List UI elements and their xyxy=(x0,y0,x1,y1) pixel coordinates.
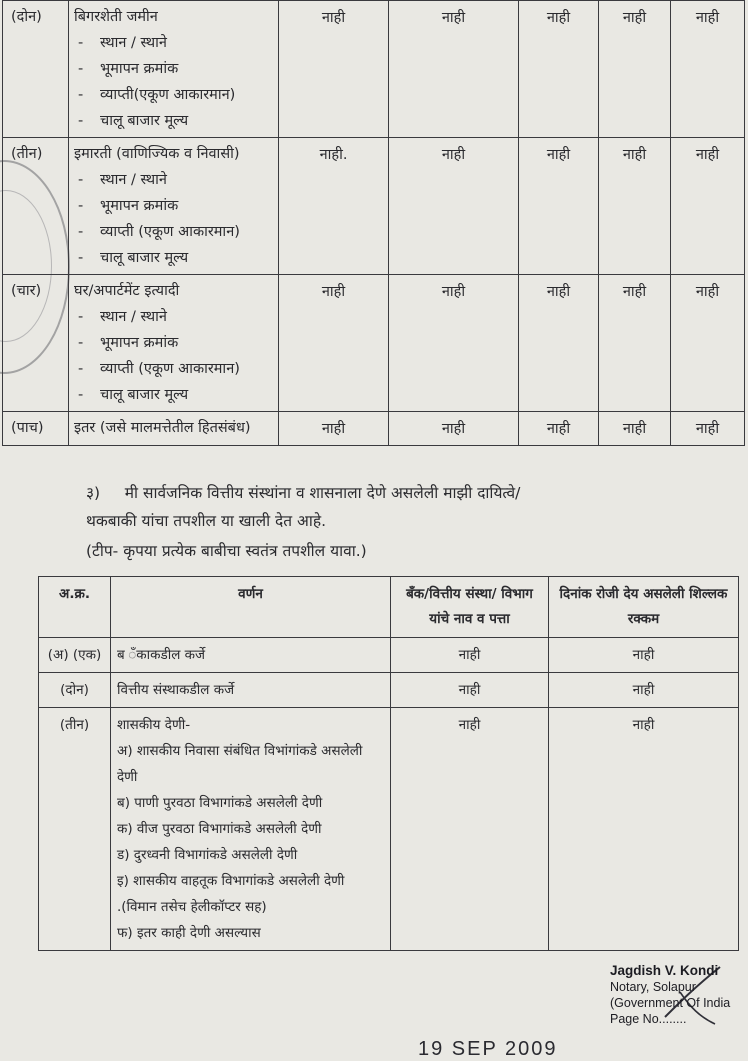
liability-description-line: ब) पाणी पुरवठा विभागांकडे असलेली देणी xyxy=(117,795,323,811)
asset-sub-item: - स्थान / स्थाने xyxy=(78,35,167,51)
liability-description-line: वित्तीय संस्थाकडील कर्जे xyxy=(117,682,235,698)
notary-location: Notary, Solapur xyxy=(610,980,696,994)
asset-title: इतर (जसे मालमत्तेतील हितसंबंध) xyxy=(74,420,251,436)
notary-government: (Government Of India xyxy=(610,996,731,1010)
asset-sub-item: - चालू बाजार मूल्य xyxy=(78,250,189,266)
liability-description-line: फ) इतर काही देणी असल्यास xyxy=(117,925,261,941)
asset-row-description xyxy=(69,138,279,275)
asset-row-number: (तीन) xyxy=(3,138,69,275)
liability-description xyxy=(111,638,391,673)
asset-row xyxy=(3,412,745,446)
liability-bank-cell: नाही xyxy=(391,673,549,708)
asset-row-description xyxy=(69,275,279,412)
asset-value-cell: नाही xyxy=(279,412,389,446)
header-serial: अ.क्र. xyxy=(39,577,111,638)
asset-row-number: (चार) xyxy=(3,275,69,412)
asset-row xyxy=(3,275,745,412)
asset-sub-item: - भूमापन क्रमांक xyxy=(78,61,179,77)
notary-stamp xyxy=(610,963,730,1027)
asset-sub-item: - भूमापन क्रमांक xyxy=(78,198,179,214)
assets-table xyxy=(2,0,745,446)
asset-sub-item: - व्याप्ती (एकूण आकारमान) xyxy=(78,224,240,240)
section-3-text-1: मी सार्वजनिक वित्तीय संस्थांना व शासनाला देणे असलेली माझी दायित्वे/ xyxy=(124,484,521,502)
liabilities-header-row xyxy=(39,577,739,638)
asset-title: बिगरशेती जमीन xyxy=(74,9,158,25)
asset-row-number: (दोन) xyxy=(3,1,69,138)
notary-page-number: Page No........ xyxy=(610,1012,687,1026)
liability-row-number: (तीन) xyxy=(39,708,111,951)
liability-amount-cell: नाही xyxy=(549,708,739,951)
liability-description-line: क) वीज पुरवठा विभागांकडे असलेली देणी xyxy=(117,821,322,837)
liability-row-number: (अ) (एक) xyxy=(39,638,111,673)
asset-value-cell: नाही xyxy=(519,1,599,138)
notary-name: Jagdish V. Kondi xyxy=(610,963,719,978)
liability-description xyxy=(111,673,391,708)
liability-bank-cell: नाही xyxy=(391,638,549,673)
asset-value-cell: नाही xyxy=(671,1,745,138)
header-amount: दिनांक रोजी देय असलेली शिल्लक रक्कम xyxy=(549,577,739,638)
asset-value-cell: नाही xyxy=(671,275,745,412)
liability-description-line: अ) शासकीय निवासा संबंधित विभांगांकडे असलेली देणी xyxy=(117,743,363,785)
asset-value-cell: नाही xyxy=(279,275,389,412)
asset-row-number: (पाच) xyxy=(3,412,69,446)
date-stamp: 19 SEP 2009 xyxy=(418,1038,558,1060)
liability-row xyxy=(39,673,739,708)
asset-value-cell: नाही xyxy=(389,412,519,446)
asset-value-cell: नाही xyxy=(599,138,671,275)
asset-sub-item: - चालू बाजार मूल्य xyxy=(78,387,189,403)
liability-row-number: (दोन) xyxy=(39,673,111,708)
liability-description-line: ब ँकाकडील कर्जे xyxy=(117,647,206,663)
asset-value-cell: नाही xyxy=(519,138,599,275)
liability-amount-cell: नाही xyxy=(549,673,739,708)
asset-row xyxy=(3,1,745,138)
asset-value-cell: नाही xyxy=(599,275,671,412)
asset-value-cell: नाही xyxy=(671,138,745,275)
asset-sub-item: - चालू बाजार मूल्य xyxy=(78,113,189,129)
asset-row-description xyxy=(69,1,279,138)
asset-value-cell: नाही xyxy=(671,412,745,446)
header-bank: बँक/वित्तीय संस्था/ विभाग यांचे नाव व पत्ता xyxy=(391,577,549,638)
asset-value-cell: नाही xyxy=(599,412,671,446)
liability-description-line: शासकीय देणी- xyxy=(117,717,191,733)
section-3-number: ३) xyxy=(86,484,101,502)
asset-value-cell: नाही xyxy=(279,1,389,138)
asset-sub-item: - स्थान / स्थाने xyxy=(78,172,167,188)
liability-description-line: ड) दुरध्वनी विभागांकडे असलेली देणी xyxy=(117,847,298,863)
asset-row-description xyxy=(69,412,279,446)
asset-sub-item: - भूमापन क्रमांक xyxy=(78,335,179,351)
asset-value-cell: नाही xyxy=(519,412,599,446)
section-3-line-1 xyxy=(86,478,520,508)
liability-amount-cell: नाही xyxy=(549,638,739,673)
section-3-note: (टीप- कृपया प्रत्येक बाबीचा स्वतंत्र तपशील यावा.) xyxy=(86,542,367,560)
liability-description xyxy=(111,708,391,951)
section-3-line-2: थकबाकी यांचा तपशील या खाली देत आहे. xyxy=(86,512,327,530)
liabilities-table xyxy=(38,576,739,951)
header-description: वर्णन xyxy=(111,577,391,638)
asset-sub-item: - व्याप्ती(एकूण आकारमान) xyxy=(78,87,236,103)
asset-value-cell: नाही xyxy=(389,275,519,412)
asset-sub-item: - स्थान / स्थाने xyxy=(78,309,167,325)
asset-title: इमारती (वाणिज्यिक व निवासी) xyxy=(74,146,240,162)
asset-value-cell: नाही xyxy=(599,1,671,138)
asset-sub-item: - व्याप्ती (एकूण आकारमान) xyxy=(78,361,240,377)
asset-title: घर/अपार्टमेंट इत्यादी xyxy=(74,283,180,299)
liability-row xyxy=(39,708,739,951)
liability-bank-cell: नाही xyxy=(391,708,549,951)
liability-description-line: इ) शासकीय वाहतूक विभागांकडे असलेली देणी xyxy=(117,873,345,889)
liability-row xyxy=(39,638,739,673)
asset-value-cell: नाही xyxy=(389,138,519,275)
asset-value-cell: नाही xyxy=(389,1,519,138)
asset-row xyxy=(3,138,745,275)
asset-value-cell: नाही. xyxy=(279,138,389,275)
asset-value-cell: नाही xyxy=(519,275,599,412)
liability-description-line: .(विमान तसेच हेलीकॉप्टर सह) xyxy=(117,899,267,915)
